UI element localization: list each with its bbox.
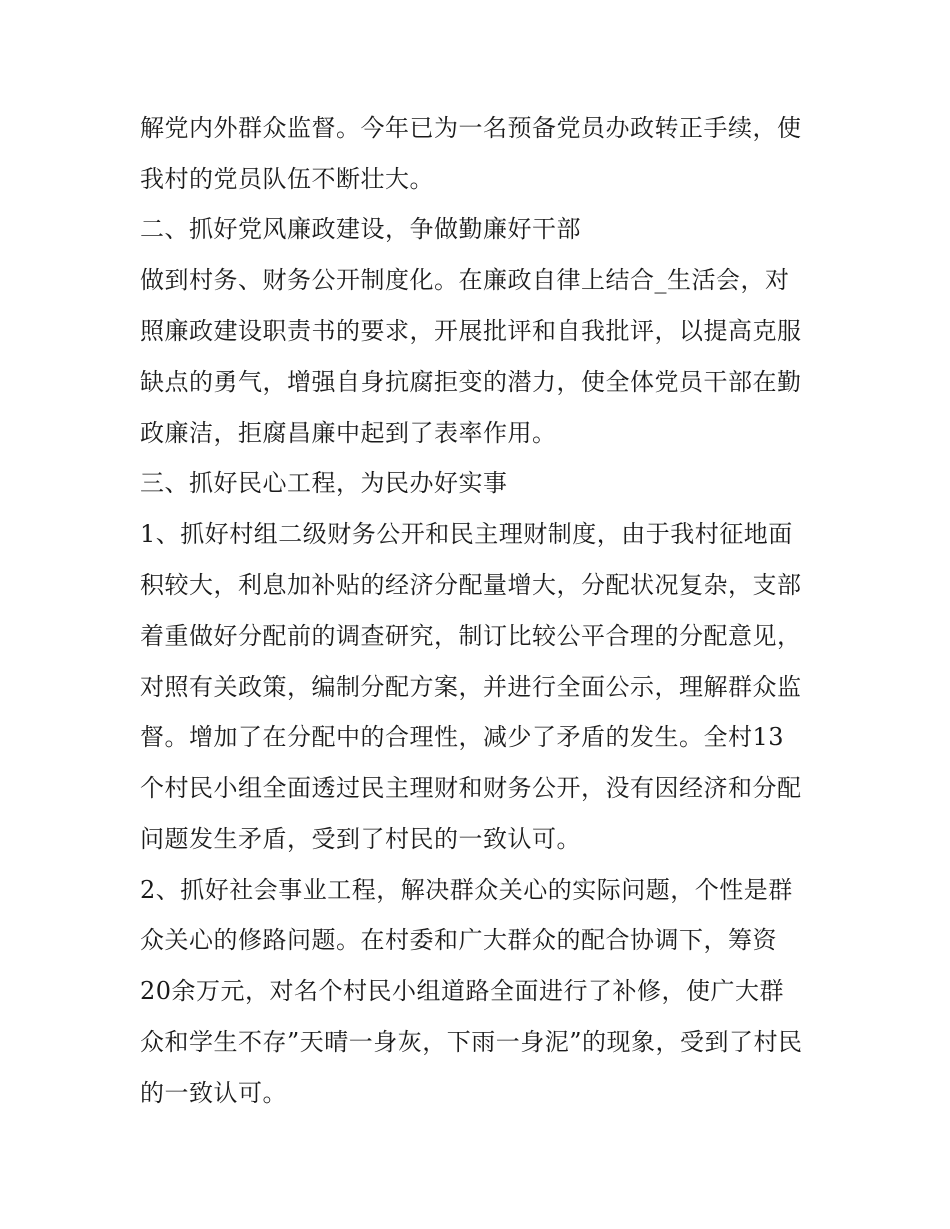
text-line: 20余万元，对名个村民小组道路全面进行了补修，使广大群 bbox=[140, 977, 785, 1005]
text-line: 缺点的勇气，增强自身抗腐拒变的潜力，使全体党员干部在勤 bbox=[140, 368, 802, 396]
text-line: 着重做好分配前的调查研究，制订比较公平合理的分配意见， bbox=[140, 622, 802, 650]
text-line: 解党内外群众监督。今年已为一名预备党员办政转正手续，使 bbox=[140, 114, 802, 142]
text-line: 问题发生矛盾，受到了村民的一致认可。 bbox=[140, 825, 581, 853]
text-line: 2、抓好社会事业工程，解决群众关心的实际问题，个性是群 bbox=[140, 876, 793, 904]
text-line: 政廉洁，拒腐昌廉中起到了表率作用。 bbox=[140, 419, 557, 447]
text-line: 的一致认可。 bbox=[140, 1079, 287, 1107]
text-line: 做到村务、财务公开制度化。在廉政自律上结合_生活会，对 bbox=[140, 266, 790, 294]
text-line: 我村的党员队伍不断壮大。 bbox=[140, 165, 434, 193]
text-line: 督。增加了在分配中的合理性，减少了矛盾的发生。全村13 bbox=[140, 723, 785, 751]
text-line: 积较大，利息加补贴的经济分配量增大，分配状况复杂，支部 bbox=[140, 571, 802, 599]
text-line: 1、抓好村组二级财务公开和民主理财制度，由于我村征地面 bbox=[140, 520, 793, 548]
text-line: 个村民小组全面透过民主理财和财务公开，没有因经济和分配 bbox=[140, 774, 802, 802]
text-line: 照廉政建设职责书的要求，开展批评和自我批评，以提高克服 bbox=[140, 317, 802, 345]
text-line: 众和学生不存”天晴一身灰，下雨一身泥”的现象，受到了村民 bbox=[140, 1028, 803, 1056]
text-line: 众关心的修路问题。在村委和广大群众的配合协调下，筹资 bbox=[140, 926, 777, 954]
section-heading: 二、抓好党风廉政建设，争做勤廉好干部 bbox=[140, 215, 581, 243]
section-heading: 三、抓好民心工程，为民办好实事 bbox=[140, 469, 508, 497]
text-line: 对照有关政策，编制分配方案，并进行全面公示，理解群众监 bbox=[140, 673, 802, 701]
